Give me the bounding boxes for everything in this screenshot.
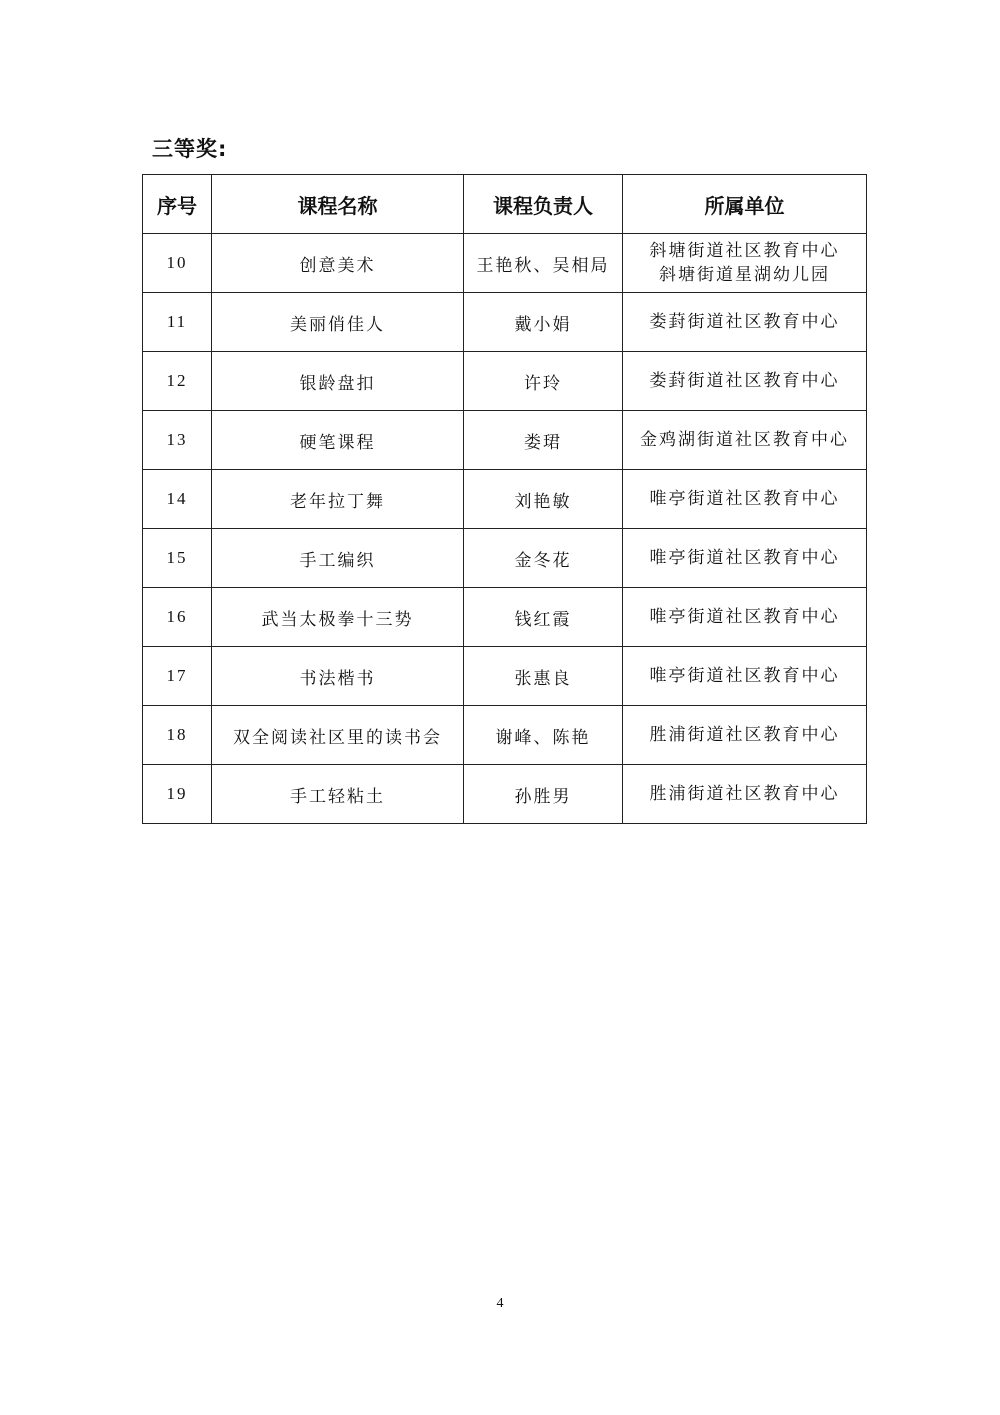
row-course-leader: 刘艳敏 bbox=[464, 470, 623, 529]
row-unit-line: 斜塘街道星湖幼儿园 bbox=[659, 265, 830, 285]
row-course-leader: 金冬花 bbox=[464, 529, 623, 588]
header-course-name: 课程名称 bbox=[212, 175, 464, 234]
table-row bbox=[143, 588, 867, 647]
row-unit bbox=[623, 706, 867, 765]
row-unit bbox=[623, 588, 867, 647]
table-row bbox=[143, 706, 867, 765]
header-course-leader: 课程负责人 bbox=[464, 175, 623, 234]
row-course-name: 老年拉丁舞 bbox=[212, 470, 464, 529]
row-serial: 16 bbox=[143, 588, 212, 647]
row-course-leader: 钱红霞 bbox=[464, 588, 623, 647]
header-unit: 所属单位 bbox=[623, 175, 867, 234]
table-row bbox=[143, 470, 867, 529]
row-unit-line: 斜塘街道社区教育中心 bbox=[649, 241, 840, 261]
row-course-leader: 戴小娟 bbox=[464, 293, 623, 352]
row-serial: 18 bbox=[143, 706, 212, 765]
header-serial: 序号 bbox=[143, 175, 212, 234]
row-unit-line: 娄葑街道社区教育中心 bbox=[649, 371, 840, 391]
table-row bbox=[143, 352, 867, 411]
row-course-leader: 张惠良 bbox=[464, 647, 623, 706]
row-course-name: 手工轻粘土 bbox=[212, 765, 464, 824]
row-unit bbox=[623, 234, 867, 293]
row-unit bbox=[623, 470, 867, 529]
row-course-name: 武当太极拳十三势 bbox=[212, 588, 464, 647]
row-serial: 14 bbox=[143, 470, 212, 529]
row-unit-line: 娄葑街道社区教育中心 bbox=[649, 312, 840, 332]
row-unit-line: 金鸡湖街道社区教育中心 bbox=[640, 430, 849, 450]
table-row bbox=[143, 529, 867, 588]
row-serial: 19 bbox=[143, 765, 212, 824]
table-row bbox=[143, 234, 867, 293]
row-course-name: 美丽俏佳人 bbox=[212, 293, 464, 352]
row-unit-line: 唯亭街道社区教育中心 bbox=[649, 666, 840, 686]
row-serial: 15 bbox=[143, 529, 212, 588]
row-unit-line: 唯亭街道社区教育中心 bbox=[649, 548, 840, 568]
table-row bbox=[143, 765, 867, 824]
row-unit bbox=[623, 411, 867, 470]
section-heading: 三等奖: bbox=[152, 137, 228, 161]
row-serial: 12 bbox=[143, 352, 212, 411]
row-unit bbox=[623, 765, 867, 824]
table-header-row bbox=[143, 175, 867, 234]
row-course-leader: 王艳秋、吴相局 bbox=[464, 234, 623, 293]
row-course-leader: 谢峰、陈艳 bbox=[464, 706, 623, 765]
row-unit-line: 唯亭街道社区教育中心 bbox=[649, 607, 840, 627]
table-row bbox=[143, 647, 867, 706]
row-unit bbox=[623, 529, 867, 588]
award-table bbox=[142, 174, 867, 824]
row-serial: 10 bbox=[143, 234, 212, 293]
row-serial: 13 bbox=[143, 411, 212, 470]
row-course-name: 硬笔课程 bbox=[212, 411, 464, 470]
row-course-name: 银龄盘扣 bbox=[212, 352, 464, 411]
table-row bbox=[143, 411, 867, 470]
page-number: 4 bbox=[496, 1296, 504, 1311]
row-unit bbox=[623, 352, 867, 411]
row-unit bbox=[623, 647, 867, 706]
row-course-leader: 娄珺 bbox=[464, 411, 623, 470]
row-unit-line: 唯亭街道社区教育中心 bbox=[649, 489, 840, 509]
row-serial: 11 bbox=[143, 293, 212, 352]
row-unit-line: 胜浦街道社区教育中心 bbox=[649, 725, 840, 745]
row-course-name: 书法楷书 bbox=[212, 647, 464, 706]
row-course-leader: 许玲 bbox=[464, 352, 623, 411]
row-course-name: 双全阅读社区里的读书会 bbox=[212, 706, 464, 765]
row-course-name: 创意美术 bbox=[212, 234, 464, 293]
row-unit bbox=[623, 293, 867, 352]
row-serial: 17 bbox=[143, 647, 212, 706]
row-course-leader: 孙胜男 bbox=[464, 765, 623, 824]
table-row bbox=[143, 293, 867, 352]
row-unit-line: 胜浦街道社区教育中心 bbox=[649, 784, 840, 804]
row-course-name: 手工编织 bbox=[212, 529, 464, 588]
